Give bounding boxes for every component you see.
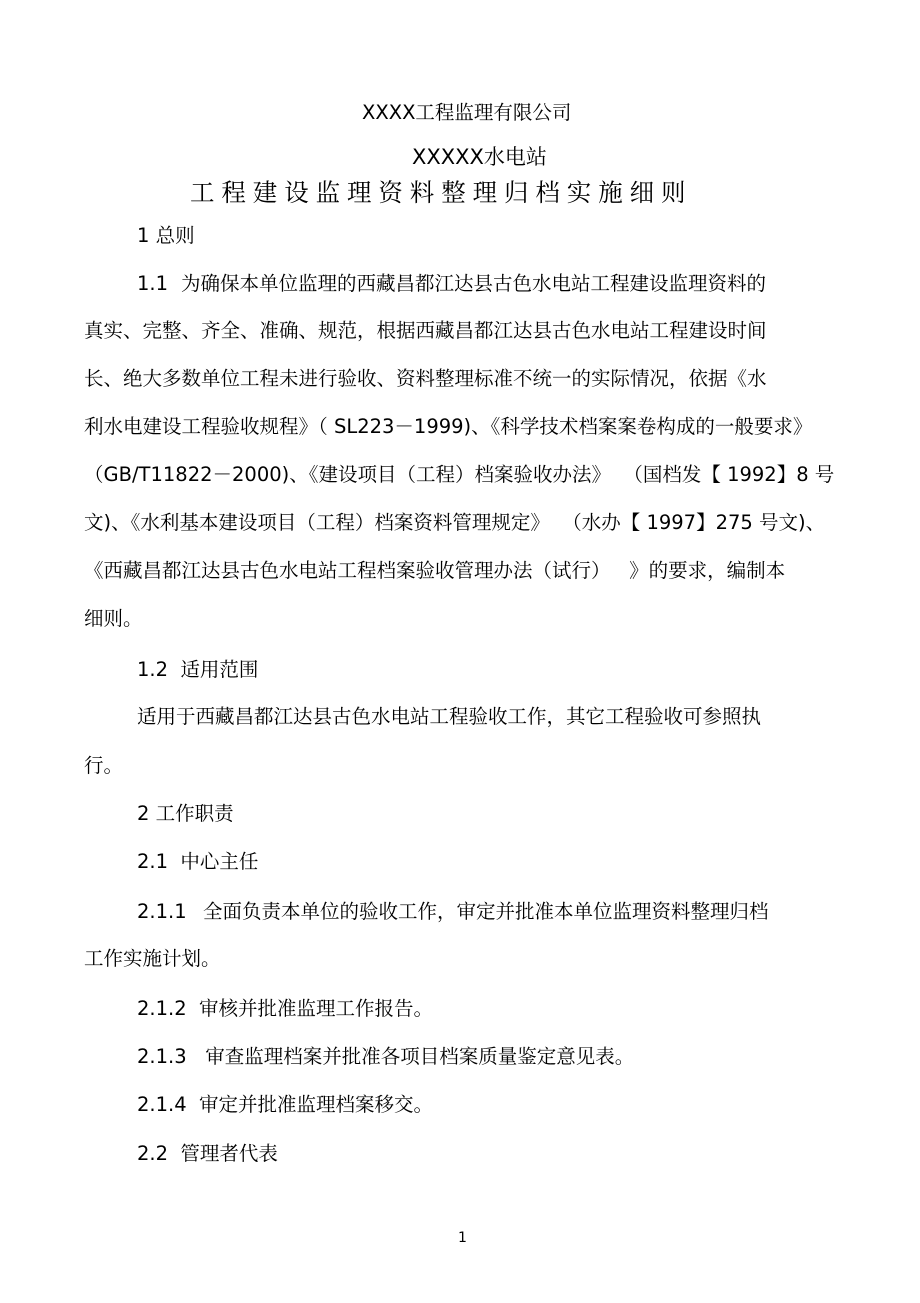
clause-1-1-line-3: 长、绝大多数单位工程未进行验收、资料整理标准不统一的实际情况，依据《水 [84, 367, 767, 390]
clause-2-1-3: 2.1.3 审查监理档案并批准各项目档案质量鉴定意见表。 [137, 1045, 635, 1068]
clause-1-2-text: 适用于西藏昌都江达县古色水电站工程验收工作，其它工程验收可参照执 [137, 705, 762, 728]
company-name: XXXX工程监理有限公司 [362, 101, 572, 124]
clause-1-1-text: 为确保本单位监理的西藏昌都江达县古色水电站工程建设监理资料的 [181, 272, 767, 295]
clause-1-1-line-4: 利水电建设工程验收规程》（ SL223－1999)、《科学技术档案案卷构成的一般要求》 [84, 415, 813, 438]
clause-1-2-heading: 1.2 适用范围 [137, 658, 259, 681]
clause-2-1-1-number: 2.1.1 [137, 900, 187, 923]
section-2-heading: 2 工作职责 [137, 802, 234, 825]
clause-1-1-number: 1.1 [137, 272, 169, 295]
clause-2-2-heading: 2.2 管理者代表 [137, 1142, 278, 1165]
clause-1-2-line-2: 行。 [84, 754, 124, 777]
clause-1-1-line-8: 细则。 [84, 607, 143, 630]
clause-1-1-line-2: 真实、完整、齐全、准确、规范，根据西藏昌都江达县古色水电站工程建设时间 [84, 319, 767, 342]
station-name: XXXXX水电站 [412, 145, 547, 169]
clause-2-1-2: 2.1.2 审核并批准监理工作报告。 [137, 997, 434, 1020]
clause-2-1-1-line-2: 工作实施计划。 [84, 947, 221, 970]
clause-1-1-line-7: 《西藏昌都江达县古色水电站工程档案验收管理办法（试行） 》的要求，编制本 [84, 559, 786, 582]
clause-1-1-line-6: 文)、《水利基本建设项目（工程）档案资料管理规定》 （水办【 1997】275 号文)、 [84, 511, 826, 534]
clause-2-1-1-text: 全面负责本单位的验收工作，审定并批准本单位监理资料整理归档 [203, 900, 769, 923]
clause-1-1-line-5: （GB/T11822－2000)、《建设项目（工程）档案验收办法》 （国档发【 1992】8 号 [84, 463, 835, 486]
clause-2-1-heading: 2.1 中心主任 [137, 850, 259, 873]
section-1-heading: 1 总则 [137, 224, 195, 247]
clause-2-1-4: 2.1.4 审定并批准监理档案移交。 [137, 1093, 434, 1116]
page-number: 1 [458, 1230, 467, 1246]
document-title: 工程建设监理资料整理归档实施细则 [190, 178, 693, 207]
